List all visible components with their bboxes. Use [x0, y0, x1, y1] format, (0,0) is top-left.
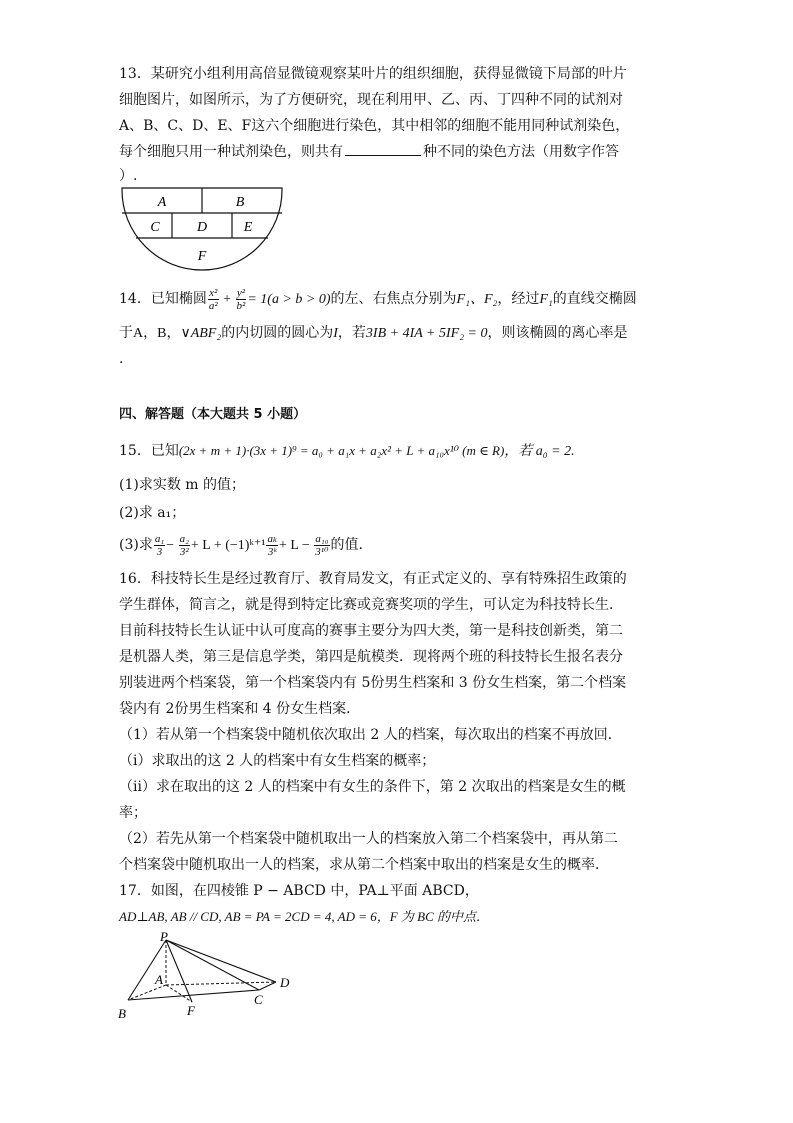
cell-e-label: E [243, 220, 253, 235]
q13-line-2: 细胞图片，如图所示，为了方便研究，现在利用甲、乙、丙、丁四种不同的试剂对 [119, 92, 623, 108]
q16-line-7: （1）若从第一个档案袋中随机依次取出 2 人的档案，每次取出的档案不再放回． [119, 727, 622, 743]
edge-bc [128, 990, 259, 1000]
q16-line-2: 学生群体，简言之，就是得到特定比赛或竞赛奖项的学生，可认定为科技特长生． [119, 597, 623, 613]
q13-line-1: 13．某研究小组利用高倍显微镜观察某叶片的组织细胞，获得显微镜下局部的叶片 [119, 66, 627, 82]
point-a-label: A [155, 972, 163, 987]
q15-part-2: (2)求 a₁； [119, 505, 186, 521]
q16-line-12: 个档案袋中随机取出一人的档案，求从第二个档案中取出的档案是女生的概率． [119, 857, 609, 873]
q15-part-3-suffix: 的值. [330, 537, 363, 553]
q17-line-2: AD⊥AB, AB // CD, AB = PA = 2CD = 4, AD = 6，F 为 BC 的中点． [119, 909, 490, 924]
q16-line-4: 是机器人类，第三是信息学类，第四是航模类．现将两个班的科技特长生报名表分 [119, 649, 623, 665]
q13-line-4 [119, 139, 679, 165]
point-d-label: D [280, 975, 290, 990]
ellipsis-minus: + L − [278, 538, 314, 553]
fraction-x2-a2: $\frac{\text{x²}}{\text{a²}}$ [208, 286, 218, 312]
q16-line-11: （2）若先从第一个档案袋中随机取出一人的档案放入第二个档案袋中，再从第二 [119, 831, 618, 847]
q14-text-c: 的直线交椭圆 [552, 291, 637, 307]
point-b-label: B [118, 1006, 126, 1021]
q14-text-ruo: ，若 [337, 325, 366, 341]
foci-label: F₁、F₂ [456, 292, 498, 307]
q16-line-1: 16．科技特长生是经过教育厅、教育局发文，有正式定义的、享有特殊招生政策的 [119, 571, 627, 587]
answer-blank [345, 139, 421, 156]
q15-condition: ，若 a₀ = 2. [504, 444, 575, 459]
edge-pf [166, 940, 192, 1002]
point-p-label: P [160, 932, 168, 944]
q13-line-4-text-a: 每个细胞只用一种试剂染色，则共有 [119, 144, 343, 160]
section-heading: 四、解答题（本大题共 5 小题） [119, 407, 307, 422]
q14-text-incircle: 的内切圆的圆心为 [221, 325, 334, 341]
q14-line-3: . [119, 351, 124, 367]
edge-pc [166, 940, 259, 990]
cell-a-label: A [157, 195, 167, 210]
edge-cd [259, 982, 276, 990]
q14-text-b: ，经过 [497, 291, 540, 307]
triangle-abf2: ∨ABF₂ [180, 326, 222, 341]
points-ab: A，B， [133, 326, 181, 341]
q16-line-5: 别装进两个档案袋，第一个档案袋内有 5份男生档案和 3 份女生档案，第二个档案 [119, 675, 627, 691]
edge-pd [166, 940, 276, 982]
pyramid-diagram [114, 932, 298, 1024]
q16-line-3: 目前科技特长生认证中认可度高的赛事主要分为四大类，第一是科技创新类，第二 [119, 623, 623, 639]
q16-line-8: （ⅰ）求取出的这 2 人的档案中有女生档案的概率； [119, 753, 436, 769]
q15-line-1 [119, 438, 679, 465]
q15-part-3 [119, 530, 679, 561]
edge-ad [166, 982, 276, 985]
q13-line-3: A、B、C、D、E、F这六个细胞进行染色，其中相邻的细胞不能用同种试剂染色， [119, 118, 630, 134]
q14-text-d: ，则该椭圆的离心率是 [487, 325, 628, 341]
fraction-a10: $\frac{\text{a₁₀}}{\text{3¹⁰}}$ [315, 532, 329, 558]
q15-part-3-prefix: (3)求 [119, 537, 153, 553]
incenter-i: I [333, 326, 338, 341]
fraction-a1: $\frac{\text{a₁}}{3}$ [154, 532, 165, 558]
q13-line-5: ）. [119, 168, 138, 184]
cell-diagram [118, 186, 286, 272]
q14-text-a: 的左、右焦点分别为 [330, 291, 457, 307]
vector-equation: 3IB + 4IA + 5IF₂ = 0 [365, 326, 488, 341]
q15-part-1: (1)求实数 m 的值； [119, 477, 246, 493]
cell-b-label: B [235, 195, 245, 210]
cell-d-label: D [196, 220, 208, 235]
q14-line-2 [119, 320, 679, 347]
point-c-label: C [254, 992, 263, 1007]
point-f-label: F [187, 1003, 195, 1018]
edge-pb [128, 940, 166, 1000]
q14-text-yu: 于 [119, 325, 133, 341]
general-term-sign: + L + (−1)ᵏ⁺¹ [190, 538, 266, 553]
q13-line-4-text-b: 种不同的染色方法（用数字作答 [423, 144, 619, 160]
q17-line-1: 17．如图，在四棱锥 P − ABCD 中，PA⊥平面 ABCD， [119, 883, 479, 899]
fraction-a2: $\frac{\text{a₂}}{\text{3²}}$ [179, 532, 189, 558]
q16-line-9: （ⅱ）求在取出的这 2 人的档案中有女生的条件下，第 2 次取出的档案是女生的概 [119, 779, 626, 795]
minus-sign: − [166, 538, 178, 553]
f1-label: F₁ [539, 292, 553, 307]
fraction-y2-b2: $\frac{\text{y²}}{\text{b²}}$ [236, 286, 246, 312]
q14-number: 14．已知椭圆 [119, 291, 207, 307]
ellipse-equation-rhs: = 1(a > b > 0) [247, 292, 331, 307]
cell-f-label: F [197, 249, 207, 264]
fraction-ak: $\frac{\text{aₖ}}{\text{3ᵏ}}$ [267, 532, 277, 558]
q16-line-10: 率； [119, 805, 147, 821]
q14-line-1: 14．已知椭圆 $\frac{\text{x²}}{\text{a²}}$ + $\frac{\text{y²}}{\text{b²}}$ = 1(a > b > 0)的左、右焦点分别为F₁、F₂，经过F₁的直线交椭圆 [119, 286, 637, 312]
cell-c-label: C [150, 220, 160, 235]
q15-expansion: (2x + m + 1)·(3x + 1)⁹ = a₀ + a₁x + a₂x² + L + a₁₀x¹⁰ (m ∈ R) [178, 443, 505, 458]
q15-number: 15．已知 [119, 443, 179, 459]
q16-line-6: 袋内有 2份男生档案和 4 份女生档案． [119, 701, 361, 717]
